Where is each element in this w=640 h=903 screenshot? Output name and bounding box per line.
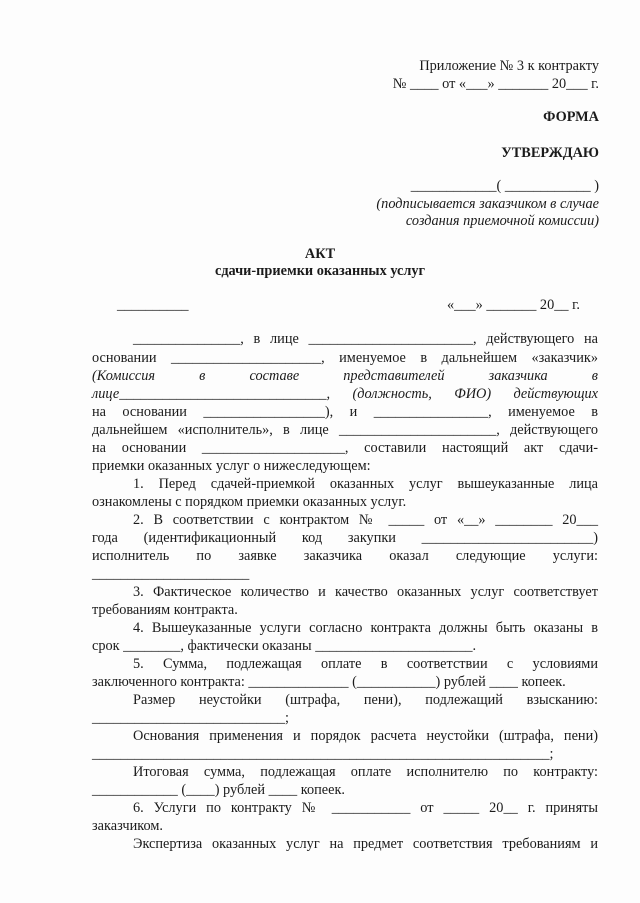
place-line: __________ xyxy=(117,297,189,313)
paragraph-line: _______________, в лице _______________________, действующего на xyxy=(133,331,598,347)
paragraph-line: дальнейшем «исполнитель», в лице ______________________, действующего xyxy=(92,422,598,438)
paragraph-line: ____________ (____) рублей ____ копеек. xyxy=(92,782,345,798)
paragraph-line: приемки оказанных услуг о нижеследующем: xyxy=(92,458,371,474)
paragraph-line: на основании ____________________, составили настоящий акт сдачи- xyxy=(92,440,598,456)
paragraph-line: лице_____________________________, (должность, ФИО) действующих xyxy=(92,386,598,402)
clause-4: 4. Вышеуказанные услуги согласно контракта должны быть оказаны в xyxy=(133,620,598,636)
penalty-size: Размер неустойки (штрафа, пени), подлежащий взысканию: xyxy=(133,692,598,708)
total-amount: Итоговая сумма, подлежащая оплате исполнителю по контракту: xyxy=(133,764,598,780)
appendix-title: Приложение № 3 к контракту xyxy=(419,58,599,74)
act-title: АКТ xyxy=(304,246,336,262)
paragraph-line: требованиям контракта. xyxy=(92,602,238,618)
paragraph-line: заказчиком. xyxy=(92,818,163,834)
paragraph-line: ___________________________; xyxy=(92,710,289,726)
date-line: «___» _______ 20__ г. xyxy=(447,297,580,313)
paragraph-line: исполнитель по заявке заказчика оказал следующие услуги: xyxy=(92,548,598,564)
paragraph-line: заключенного контракта: ______________ (___________) рублей ____ копеек. xyxy=(92,674,566,690)
clause-6: 6. Услуги по контракту № ___________ от _____ 20__ г. приняты xyxy=(133,800,598,816)
paragraph-line: основании _____________________, именуемое в дальнейшем «заказчик» xyxy=(92,350,598,366)
paragraph-line: ________________________________________________________________; xyxy=(92,746,554,762)
clause-1: 1. Перед сдачей-приемкой оказанных услуг вышеуказанные лица xyxy=(133,476,598,492)
form-label: ФОРМА xyxy=(543,109,599,125)
clause-3: 3. Фактическое количество и качество оказанных услуг соответствует xyxy=(133,584,598,600)
signature-note: (подписывается заказчиком в случае xyxy=(376,196,599,212)
paragraph-line: года (идентификационный код закупки ________________________) xyxy=(92,530,598,546)
approve-label: УТВЕРЖДАЮ xyxy=(501,145,599,161)
paragraph-line: ______________________ xyxy=(92,566,250,582)
paragraph-line: ознакомлены с порядком приемки оказанных услуг. xyxy=(92,494,407,510)
signature-line: ____________( ____________ ) xyxy=(410,178,599,194)
paragraph-line: на основании _________________), и ________________, именуемое в xyxy=(92,404,598,420)
paragraph-line: срок ________, фактически оказаны ______________________. xyxy=(92,638,477,654)
penalty-basis: Основания применения и порядок расчета неустойки (штрафа, пени) xyxy=(133,728,598,744)
act-subtitle: сдачи-приемки оказанных услуг xyxy=(214,263,426,279)
clause-2: 2. В соответствии с контрактом № _____ от «__» ________ 20___ xyxy=(133,512,598,528)
signature-note-2: создания приемочной комиссии) xyxy=(405,213,599,229)
contract-reference: № ____ от «___» _______ 20___ г. xyxy=(392,76,599,92)
clause-5: 5. Сумма, подлежащая оплате в соответствии с условиями xyxy=(133,656,598,672)
expertise-line: Экспертиза оказанных услуг на предмет соответствия требованиям и xyxy=(133,836,598,852)
paragraph-line: (Комиссия в составе представителей заказчика в xyxy=(92,368,598,384)
